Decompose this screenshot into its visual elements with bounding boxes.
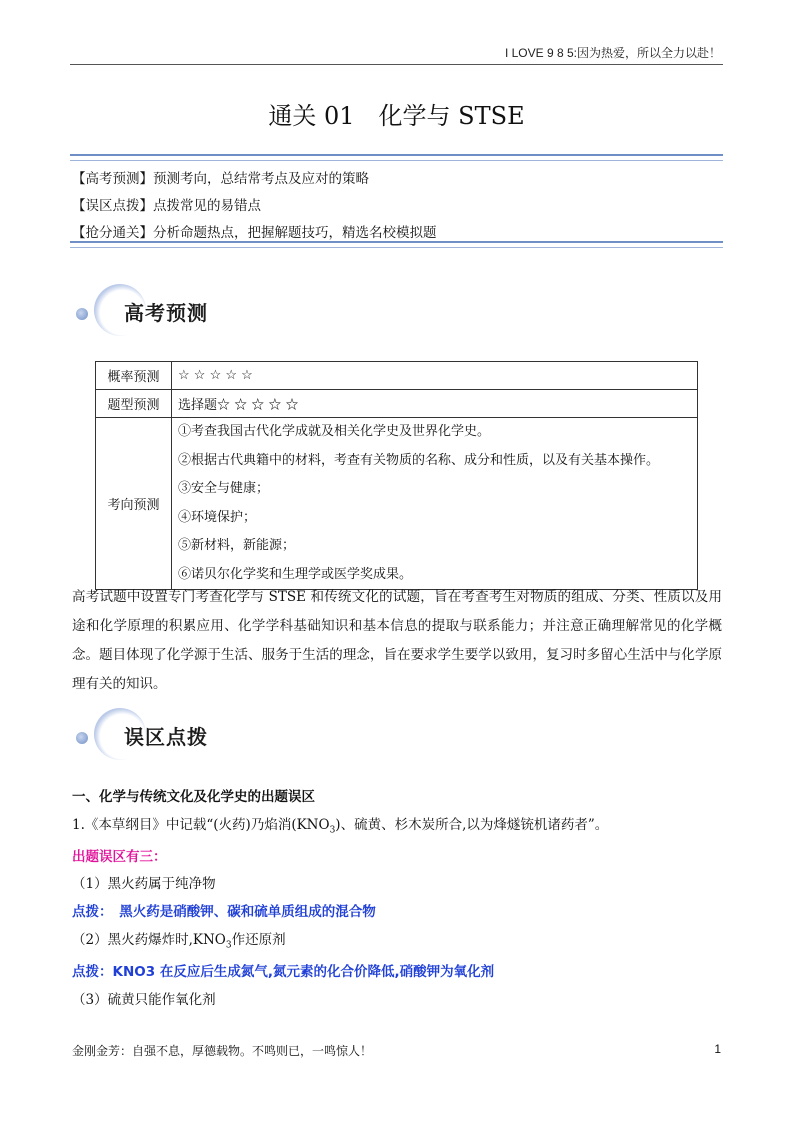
page-number: 1 — [714, 1042, 721, 1056]
badge-dot-icon — [76, 732, 88, 744]
question-1 — [72, 813, 608, 836]
mistakes-label: 出题误区有三： — [72, 849, 167, 865]
section-title-forecast: 高考预测 — [124, 301, 208, 325]
question-1-subscript: 3 — [329, 825, 336, 836]
header-rule — [70, 64, 723, 65]
tip-1: 点拨： 黑火药是硝酸钾、碳和硫单质组成的混合物 — [72, 904, 376, 920]
mistake-2-pre: （2）黑火药爆炸时,KNO — [72, 932, 226, 948]
footer-motto: 金刚金芳：自强不息，厚德载物。不鸣则已，一鸣惊人！ — [72, 1044, 373, 1058]
sub-heading: 一、化学与传统文化及化学史的出题误区 — [72, 789, 315, 805]
mistake-3: （3）硫黄只能作氧化剂 — [72, 992, 216, 1008]
section-badge-forecast — [72, 284, 242, 344]
section-title-mistakes: 误区点拨 — [124, 725, 208, 749]
direction-item: ③安全与健康； — [178, 481, 270, 496]
direction-item: ①考查我国古代化学成就及相关化学史及世界化学史。 — [178, 424, 491, 439]
page-title: 通关 01 化学与 STSE — [268, 102, 525, 130]
intro-bottom-rule — [70, 241, 723, 248]
intro-line-1: 【高考预测】预测考向，总结常考点及应对的策略 — [72, 171, 369, 187]
direction-item: ⑥诺贝尔化学奖和生理学或医学奖成果。 — [178, 566, 413, 582]
question-1-post: )、硫黄、杉木炭所合,以为烽燧铳机诸药者”。 — [335, 817, 609, 833]
header-slogan: I LOVE 9 8 5:因为热爱，所以全力以赴！ — [504, 46, 721, 60]
tip-2: 点拨：KNO3 在反应后生成氮气,氮元素的化合价降低,硝酸钾为氧化剂 — [72, 964, 495, 980]
intro-line-2: 【误区点拨】点拨常见的易错点 — [72, 198, 261, 214]
table-key-probability: 概率预测 — [96, 362, 172, 390]
direction-item: ⑤新材料，新能源； — [178, 538, 296, 553]
direction-item: ②根据古代典籍中的材料，考查有关物质的名称、成分和性质，以及有关基本操作。 — [178, 452, 660, 468]
intro-line-3: 【抢分通关】分析命题热点，把握解题技巧，精选名校模拟题 — [72, 225, 437, 241]
table-key-direction: 考向预测 — [96, 418, 172, 590]
intro-top-rule — [70, 154, 723, 161]
table-row — [96, 418, 698, 590]
section-badge-mistakes — [72, 708, 242, 768]
table-value-type: 选择题☆ ☆ ☆ ☆ ☆ — [172, 390, 698, 418]
mistake-2-post: 作还原剂 — [231, 932, 286, 948]
table-row — [96, 362, 698, 390]
table-row — [96, 390, 698, 418]
forecast-table — [95, 361, 698, 590]
table-value-direction — [172, 418, 698, 590]
table-key-type: 题型预测 — [96, 390, 172, 418]
mistake-1: （1）黑火药属于纯净物 — [72, 876, 216, 892]
mistake-2-subscript: 3 — [225, 940, 232, 951]
badge-dot-icon — [76, 308, 88, 320]
direction-item: ④环境保护； — [178, 509, 257, 525]
question-1-pre: 1.《本草纲目》中记载“(火药)乃焰消(KNO — [72, 817, 330, 833]
overview-paragraph: 高考试题中设置专门考查化学与 STSE 和传统文化的试题，旨在考查考生对物质的组成、分类、性质以及用途和化学原理的积累应用、化学学科基础知识和基本信息的提取与联系能力；并注意正确理解常见的化学概念。题目体现了化学源于生活、服务于生活的理念，旨在要求学生要学以致用，复习时多留心生活中与化学原理有关的知识。 — [72, 589, 722, 692]
table-value-probability: ☆ ☆ ☆ ☆ ☆ — [172, 362, 698, 390]
mistake-2 — [72, 928, 286, 951]
